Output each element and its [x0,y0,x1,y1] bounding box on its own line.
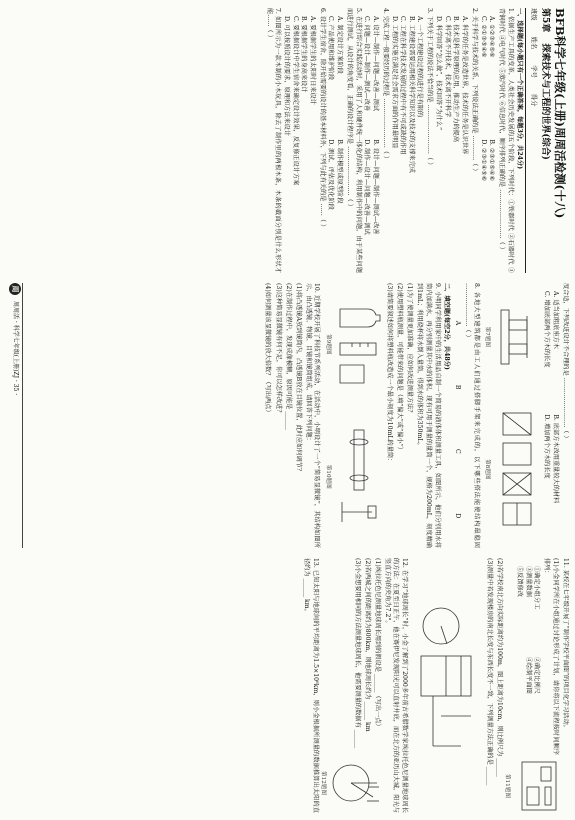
figure-8-caption: 第8题图 [484,459,491,480]
page-footer [8,283,23,548]
option: D [453,513,461,519]
question-12-part-3: (3)小金想要用相同的方法测量地球周长，他需要测量的数据有 ______ [353,558,361,749]
question-1: 1. 依据生产工具的变革，人类社会历史发展的五个阶段，下列时代：①铁器时代 ②石器时代 ③青铜时代 ④电气时代 ⑤蒸汽时代 ⑥信息时代，顺序排列正确的是 ……………………（ ） [498,8,514,273]
question-11-part-2: (2)若学校南北方向实际距离约为100m，图上距离为10cm，则比例尺为 ______ [495,558,503,777]
chapter-heading [539,8,551,273]
option: D. ②③①④⑤⑥ [479,139,487,182]
exam-title: BFB科学七年级(上册)周周活检测(十八) [553,8,567,219]
field-score: 得分 [530,93,537,107]
list-item: ④绘制平面图 [524,656,532,694]
question-12-block [319,558,381,813]
question-8-options [452,283,461,548]
scaffold-illustration [495,409,539,529]
figure-7-8 [483,283,539,548]
option: D. 制作—设计—问题—改善—测试 [363,139,371,235]
question-2-options [433,8,467,273]
question-3: 3. 下列关于工程的说法不恰当的是 ……………………（ ） [426,8,434,169]
option: A. 设计—制作—问题—改善—测试 [371,16,379,112]
option: D. 工程的实施在满足社会需求方面的作用最明显 [390,16,398,149]
question-11-list [514,558,540,755]
chapter-title: 探索技术与工程的世界(综合) [540,43,550,160]
field-name: 姓名 [530,36,537,50]
figure-9 [323,299,381,389]
figure-10 [323,422,381,532]
question-4-options [362,8,379,273]
option: B. 工程建设需要运用相关科学知识以及技术的支撑来完成 [407,16,415,173]
figure-11-caption: 第11题图 [504,774,511,798]
question-11-part-3: (3)测量中若发现楼房的南北长度与东西长度不一致，下列测量方法正确的是 ______ [485,558,493,786]
question-10: 10. 近期学校开展了科技节系列活动，在活动中，小明设计了一个“简易显微镜”，其结构如图所示，由凸透镜、物镜、目镜和镜筒组成，请回答下列问题： [304,283,321,548]
question-8: 8. 各地大型建筑都是由工人们通过搭脚手架来完成的，以下哪些搭法能使结构最稳固 …………………（ ） [463,283,480,548]
question-10-part-4: (4)如何测量该显微镜的放大倍数？（写出两点） [264,283,272,416]
option: C. 科学离不开技术，技术离不开科学 [443,16,451,118]
figure-11-extra [411,558,481,813]
option: D. 增加两个方木的长度 [543,414,551,479]
column-3 [8,558,569,813]
question-7-continued: 度合适，下列改进设计不合理的是 ……………………（ ） [562,283,569,442]
microscope-illustration [336,422,382,532]
figure-12-caption: 第12题图 [320,771,327,795]
option: D. 科学回答“怎么做”，技术回答“为什么” [435,16,443,131]
option: C. 增加底部两个方木的长度 [543,291,551,368]
question-11-block [503,558,559,813]
option: A [453,320,461,326]
option: D. 测试、评估及优化阶段 [327,139,335,210]
option: B. 设计—问题—制作—测试—改善 [371,139,379,235]
section-choice-heading: 一、选择题(每小题只有一个正确答案，每题3分，共24分) [516,8,524,170]
option: A. 科学的任务是改造世界，技术的任务是认识世界 [460,16,468,155]
option: C [453,448,461,454]
question-9-part-1: (1)为了使测量更加准确，应如何改进测量方法？ [406,283,414,416]
option: C. 工程在科学技术发展的过程中有不可或缺的作用 [399,16,407,155]
question-12-part-2: (2)若两城之间的距离约为800km，则地球周长约为 ______ km [363,558,371,732]
option: D. 可以按照设计的要求，原理和方法来设计 [282,16,290,137]
field-number: 学号 [530,65,537,78]
measurement-diagram-illustration [411,596,481,776]
option: B [453,384,461,390]
question-13: 13. 已知太阳与地球间的平均距离为1.5×10⁸km，则小金根据所测量的数据推算出太阳的直径约为 ______ km。 [302,558,319,813]
brand-logo-icon: 周 [9,283,21,295]
school-plan-illustration [515,759,559,813]
question-10-part-3: (3)这种简易显微镜有何不足，你可以怎样改进？ [274,283,282,416]
question-6-options [281,8,315,273]
option: A. 要根据学生的太阳时日来设计 [308,16,316,105]
figure-12 [319,753,381,813]
chapter-number: 第5章 [540,8,550,33]
question-10-part-2: (2)在制作过程中，发现成像模糊，原因可能是 ______ [284,283,292,430]
footer-brand-text: 周周活 · 科学七年级(上册)ZJ · 35 · [12,301,20,396]
column-1 [8,8,569,273]
question-12: 12. 在学习“地球周长”时，小金了解到了2000多年前古希腊数学家埃拉托色尼测量地球周长的方法：在夏至日正午，他在赛伊尼发现阳光可以直射井底，而在北方的亚历山大城，阳光与竖直方向的夹角为7.2°。 [383,558,409,813]
option: A. 一个工程建设过程的进行是有限的 [416,16,424,118]
option: C. 要根据设计中学生宿舍来确定设计效果，反复修正设计方案 [291,16,299,186]
question-9-part-2: (2)使用塑料瓶测量，可能带来的问题是（填“偏大”或“偏小”） [396,283,404,453]
option: B. ②③①⑤④⑥ [488,139,496,182]
question-9: 9. 小明同学利用家中的生活用品自制一个简易的液体体积测量工具，如图所示，他们分别用水将筒内加满水，再分别测量其中水的体积。现有可用于测量的量筒一个，规格为200mL，刻度精确到1mL；利用烧杯将水倒入量筒，得到水的体积为350mL。 [416,283,441,548]
option: B. 制作模型或原型阶段 [336,139,344,204]
option: C. 问题—设计—制作—测试—改善 [363,16,371,112]
figure-10-caption: 第10题图 [325,464,331,489]
question-11-part-1: (1)小金同学所在小组通过讨论形成了计划，请你将以下流程按时间顺序排列： [543,558,559,755]
question-5: 5. 在进行综合实践活动时，采用了人和硬件统一体化的结构，利用制作中的问题，由于某些问题而进行测试，从设计的角度看，正确的设计程序是 ……………………（ ） [346,8,362,273]
question-1-options [478,8,495,273]
figure-11 [503,759,559,813]
option: B. 技术是科学原理的应用，推动生产力的提高 [452,16,460,143]
figure-8 [483,409,539,529]
option: A. 制定设计方案阶段 [336,16,344,74]
question-11-text [503,558,559,755]
question-9-part-3: (3)请简要叙述如何将塑料瓶改造成一个最小刻度为10mL的量筒： [386,283,394,465]
question-4: 4. 完成工程一般要经历的过程是 ……………………（ ） [382,8,389,163]
list-item: ②确定比例尺 [533,656,541,694]
bottle-cylinder-illustration [336,299,382,389]
figure-9-10 [323,283,381,548]
list-item: ①确定小组分工 [533,566,541,610]
option: B. 底部方木改用重量较大的材料 [551,414,559,504]
question-7-options [542,283,559,548]
question-7: 7. 如图所示为一款木制的小木玩具，除去了制作里的两根木条，木条的截面分别是什么形状才能……（ ） [265,8,282,273]
earth-sunlight-illustration [331,753,381,813]
option: C. ②①③⑤④⑥ [479,16,487,58]
question-12-part-1: (1)埃拉托色尼测量地球周长用到的假设是 ______（写出一点） [373,558,381,730]
option: B. 要根据学生的身高来设计 [300,16,308,93]
question-12-text [319,558,381,749]
question-5-options [326,8,343,273]
question-6: 6. 设计学生宿舍，除开始需要的设计的基本材料外，下列与此有关的是 ……（ ） [318,8,326,231]
section-fill-heading: 二、填空题(每空2分，共48分) [443,283,451,370]
field-class: 班级 [530,8,537,21]
figure-7 [483,302,539,372]
figure-9-caption: 第9题图 [325,334,331,355]
figure-7-caption: 第7题图 [484,326,491,347]
list-item: ③测量数据 [524,566,532,597]
question-11: 11. 某校在七年级开展了“制作学校平面图”的项目化学习活动。 [562,558,569,731]
student-info-line [525,8,537,273]
question-2: 2. 关于科学与技术的关系，下列说法正确的是 …………（ ） [470,8,478,175]
question-3-options [389,8,423,273]
column-2 [8,283,569,548]
option: A. 适当加粗底座方木 [551,291,559,349]
option: C. 产品使用和维护阶段 [327,16,335,81]
wooden-toy-illustration [495,302,539,372]
option: A. ①②③④⑤⑥ [488,16,496,58]
question-10-part-1: (1)将凸透镜A放到镜筒内，凸透镜B放在目镜位置，此时应如何调节？ [294,283,302,475]
list-item: ⑤反馈修改 [516,566,524,597]
